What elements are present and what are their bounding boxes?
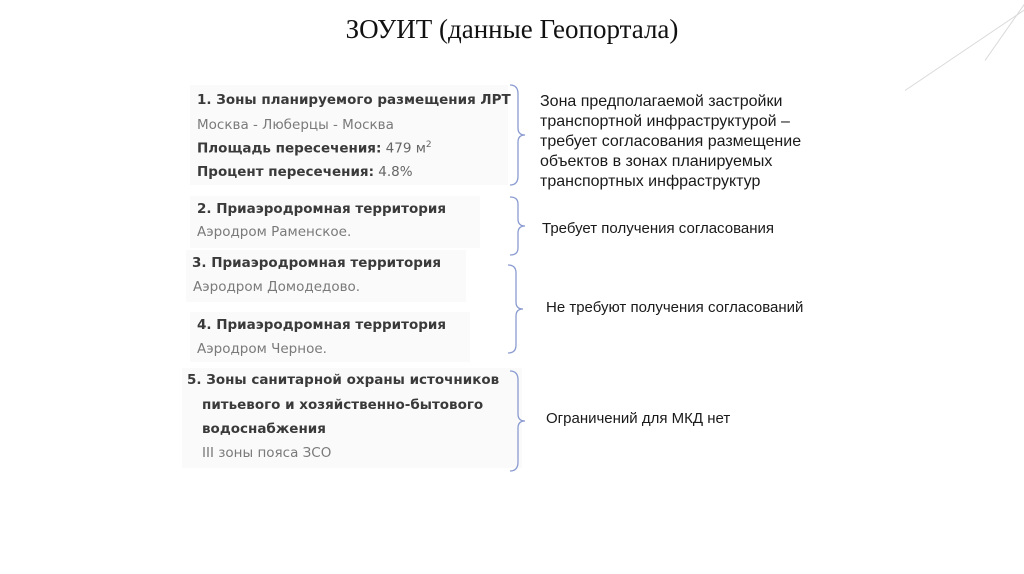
- zone-1-snippet: [190, 85, 511, 185]
- zone-1-area: [197, 140, 432, 157]
- zone-5-snippet: [182, 368, 522, 468]
- zone-5-heading-line-2: питьевого и хозяйственно-бытового: [202, 397, 484, 413]
- bracket-zone-3-4: [506, 264, 526, 354]
- zone-2-subtitle: Аэродром Раменское.: [197, 224, 352, 240]
- bracket-zone-5: [508, 370, 528, 472]
- zone-4-subtitle: Аэродром Черное.: [197, 341, 327, 357]
- zone-5-heading-line-1: 5. Зоны санитарной охраны источников: [187, 372, 500, 388]
- bracket-zone-1: [508, 84, 528, 186]
- zone-1-heading: 1. Зоны планируемого размещения ЛРТ: [197, 92, 511, 108]
- note-zone-2: Требует получения согласования: [542, 220, 774, 237]
- zone-5-heading-line-3: водоснабжения: [202, 421, 326, 437]
- zone-3-subtitle: Аэродром Домодедово.: [193, 279, 361, 295]
- zone-3-heading: 3. Приаэродромная территория: [192, 255, 442, 271]
- note-zone-1-line: объектов в зонах планируемых: [540, 153, 773, 170]
- note-zone-1: [540, 92, 801, 192]
- zone-2-heading: 2. Приаэродромная территория: [197, 201, 447, 217]
- zone-5-subtitle: III зоны пояса ЗСО: [202, 445, 332, 461]
- note-zone-1-line: требует согласования размещение: [540, 133, 802, 150]
- zone-2-snippet: [190, 196, 480, 248]
- note-zone-1-line: транспортной инфраструктурой –: [540, 113, 790, 130]
- area-label: Площадь пересечения:: [197, 140, 382, 157]
- bracket-zone-2: [508, 196, 528, 256]
- note-zone-1-line: Зона предполагаемой застройки: [540, 93, 783, 110]
- zone-4-snippet: [190, 312, 470, 362]
- note-zone-5: Ограничений для МКД нет: [546, 410, 731, 427]
- area-unit-exponent: 2: [425, 140, 432, 150]
- percent-label: Процент пересечения:: [197, 164, 374, 180]
- note-zone-1-line: транспортных инфраструктур: [540, 173, 761, 190]
- note-zone-3-4: Не требуют получения согласований: [546, 299, 804, 316]
- area-value: 479 м: [385, 140, 426, 157]
- zone-1-subtitle: Москва - Люберцы - Москва: [197, 117, 394, 133]
- zone-1-percent: [197, 164, 413, 180]
- percent-value: 4.8%: [378, 164, 413, 180]
- zone-3-snippet: [186, 250, 466, 302]
- zone-4-heading: 4. Приаэродромная территория: [197, 317, 447, 333]
- slide-title: ЗОУИТ (данные Геопортала): [345, 14, 679, 44]
